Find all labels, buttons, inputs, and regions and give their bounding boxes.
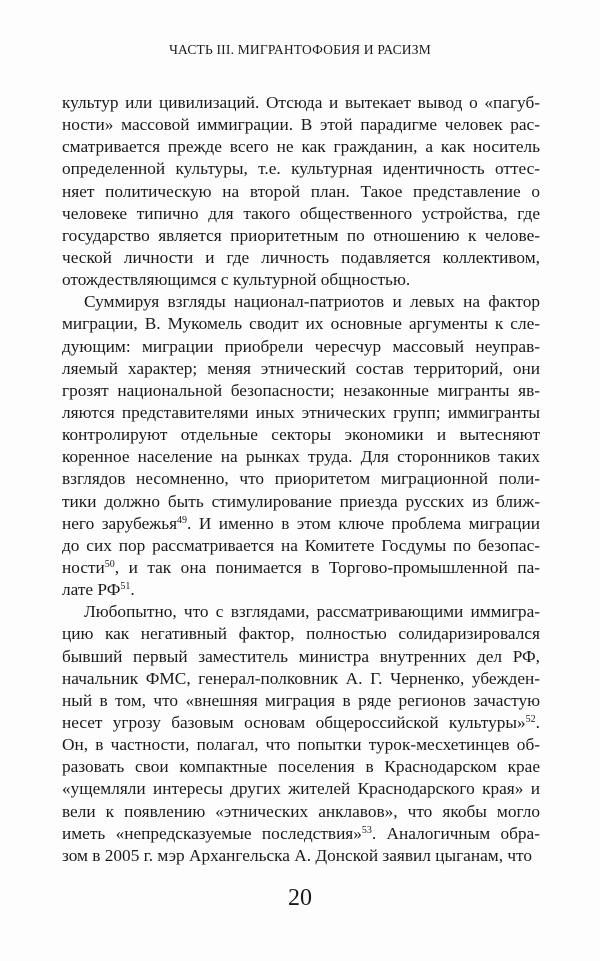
line-text: иметь «непредсказуемые последствия»: [62, 823, 362, 843]
text-line: [62, 712, 540, 734]
footnote-ref[interactable]: 51: [120, 581, 131, 593]
footnote-ref[interactable]: 49: [177, 514, 188, 526]
line-text: государство является приоритетным по отношению к челове-: [62, 225, 540, 245]
text-line: [62, 424, 540, 446]
text-line: [62, 491, 540, 513]
line-text: дующим: миграции приобрели чересчур массовый неуправ-: [62, 336, 540, 356]
text-line: [62, 358, 540, 380]
line-text: цию как негативный фактор, полностью солидаризировался: [62, 624, 540, 644]
line-text: человеке типично для такого общественного устройства, где: [62, 203, 540, 223]
line-text: культур или цивилизаций. Отсюда и вытекает вывод о «пагуб-: [62, 93, 540, 112]
line-text: ляются представителями иных этнических групп; иммигранты: [62, 402, 540, 422]
paragraph: [62, 92, 540, 291]
line-text: Любопытно, что с взглядами, рассматривающими иммигра-: [84, 602, 540, 622]
text-line: [62, 823, 540, 845]
line-text: грозят национальной безопасности; незаконные мигранты яв-: [62, 380, 540, 400]
footnote-ref[interactable]: 52: [525, 713, 536, 725]
line-text: него зарубежья: [62, 513, 178, 533]
text-line: [62, 579, 540, 601]
footnote-ref[interactable]: 50: [104, 558, 115, 570]
text-line: [62, 734, 540, 756]
footnote-ref[interactable]: 53: [361, 824, 372, 836]
text-line: [62, 402, 540, 424]
text-line: [62, 269, 540, 291]
text-line: [62, 313, 540, 335]
text-line: [62, 92, 540, 114]
text-line: [62, 468, 540, 490]
line-text: миграции, В. Мукомель сводит их основные аргументы к сле-: [62, 314, 540, 334]
text-line: [62, 203, 540, 225]
line-text: ляемый характер; меняя этнический состав территорий, они: [62, 358, 540, 378]
running-head: ЧАСТЬ III. МИГРАНТОФОБИЯ И РАСИЗМ: [169, 42, 431, 57]
text-line: [62, 646, 540, 668]
text-line: [62, 778, 540, 800]
line-text: Он, в частности, полагал, что попытки турок-месхетинцев об-: [62, 735, 540, 755]
line-text-after-note: , и так она понимается в Торгово-промышленной па-: [114, 557, 540, 577]
line-text: разовать свои компактные поселения в Краснодарском крае: [62, 757, 540, 777]
line-text: няет политическую на второй план. Такое представление о: [62, 181, 540, 201]
line-text: коренное население на рынках труда. Для сторонников таких: [62, 447, 540, 467]
text-line: [62, 114, 540, 136]
line-text: сматривается прежде всего не как гражданин, а как носитель: [62, 137, 540, 157]
text-line: [62, 247, 540, 269]
line-text: вели к появлению «этнических анклавов», что якобы могло: [62, 801, 540, 821]
line-text-after-note: .: [130, 580, 135, 600]
text-line: [62, 380, 540, 402]
line-text: взглядов несомненно, что приоритетом миграционной поли-: [62, 469, 540, 489]
line-text: ный в том, что «внешняя миграция в ряде регионов зачастую: [62, 690, 540, 710]
line-text: несет угрозу базовым основам общероссийской культуры»: [62, 712, 526, 732]
text-line: [62, 291, 540, 313]
text-line: [62, 513, 540, 535]
text-line: [62, 601, 540, 623]
line-text: лате РФ: [62, 580, 121, 600]
line-text-after-note: . Аналогичным обра-: [371, 823, 540, 843]
line-text: бывший первый заместитель министра внутренних дел РФ,: [62, 646, 540, 666]
text-line: [62, 801, 540, 823]
line-text: определенной культуры, т.е. культурная идентичность оттес-: [62, 159, 540, 179]
page-number: 20: [288, 885, 312, 911]
paragraph: [62, 601, 540, 867]
line-text: тики должно быть стимулирование приезда русских из ближ-: [62, 491, 540, 511]
line-text: ности: [62, 557, 105, 577]
line-text-after-note: . И именно в этом ключе проблема миграции: [187, 513, 540, 533]
line-text: отождествляющимся с культурной общностью.: [62, 270, 411, 290]
text-line: [62, 557, 540, 579]
text-line: [62, 158, 540, 180]
line-text: ческой личности и где личность подавляется коллективом,: [62, 247, 540, 267]
line-text: до сих пор рассматривается на Комитете Госдумы по безопас-: [62, 535, 540, 555]
paragraph: [62, 291, 540, 601]
text-line: [62, 136, 540, 158]
text-line: [62, 845, 540, 867]
line-text: начальник ФМС, генерал-полковник А. Г. Черненко, убежден-: [62, 668, 540, 688]
text-line: [62, 756, 540, 778]
line-text: «ущемляли интересы других жителей Краснодарского края» и: [62, 779, 540, 799]
line-text: ности» массовой иммиграции. В этой парадигме человек рас-: [62, 115, 540, 135]
line-text: зом в 2005 г. мэр Архангельска А. Донской заявил цыганам, что: [62, 845, 533, 865]
line-text: Суммируя взгляды национал-патриотов и левых на фактор: [84, 292, 540, 312]
text-line: [62, 668, 540, 690]
text-line: [62, 535, 540, 557]
line-text-after-note: .: [535, 712, 540, 732]
body-text: [62, 92, 540, 867]
text-line: [62, 336, 540, 358]
line-text: контролируют отдельные секторы экономики и вытесняют: [62, 425, 540, 445]
text-line: [62, 181, 540, 203]
text-line: [62, 225, 540, 247]
text-line: [62, 446, 540, 468]
text-line: [62, 623, 540, 645]
text-line: [62, 690, 540, 712]
